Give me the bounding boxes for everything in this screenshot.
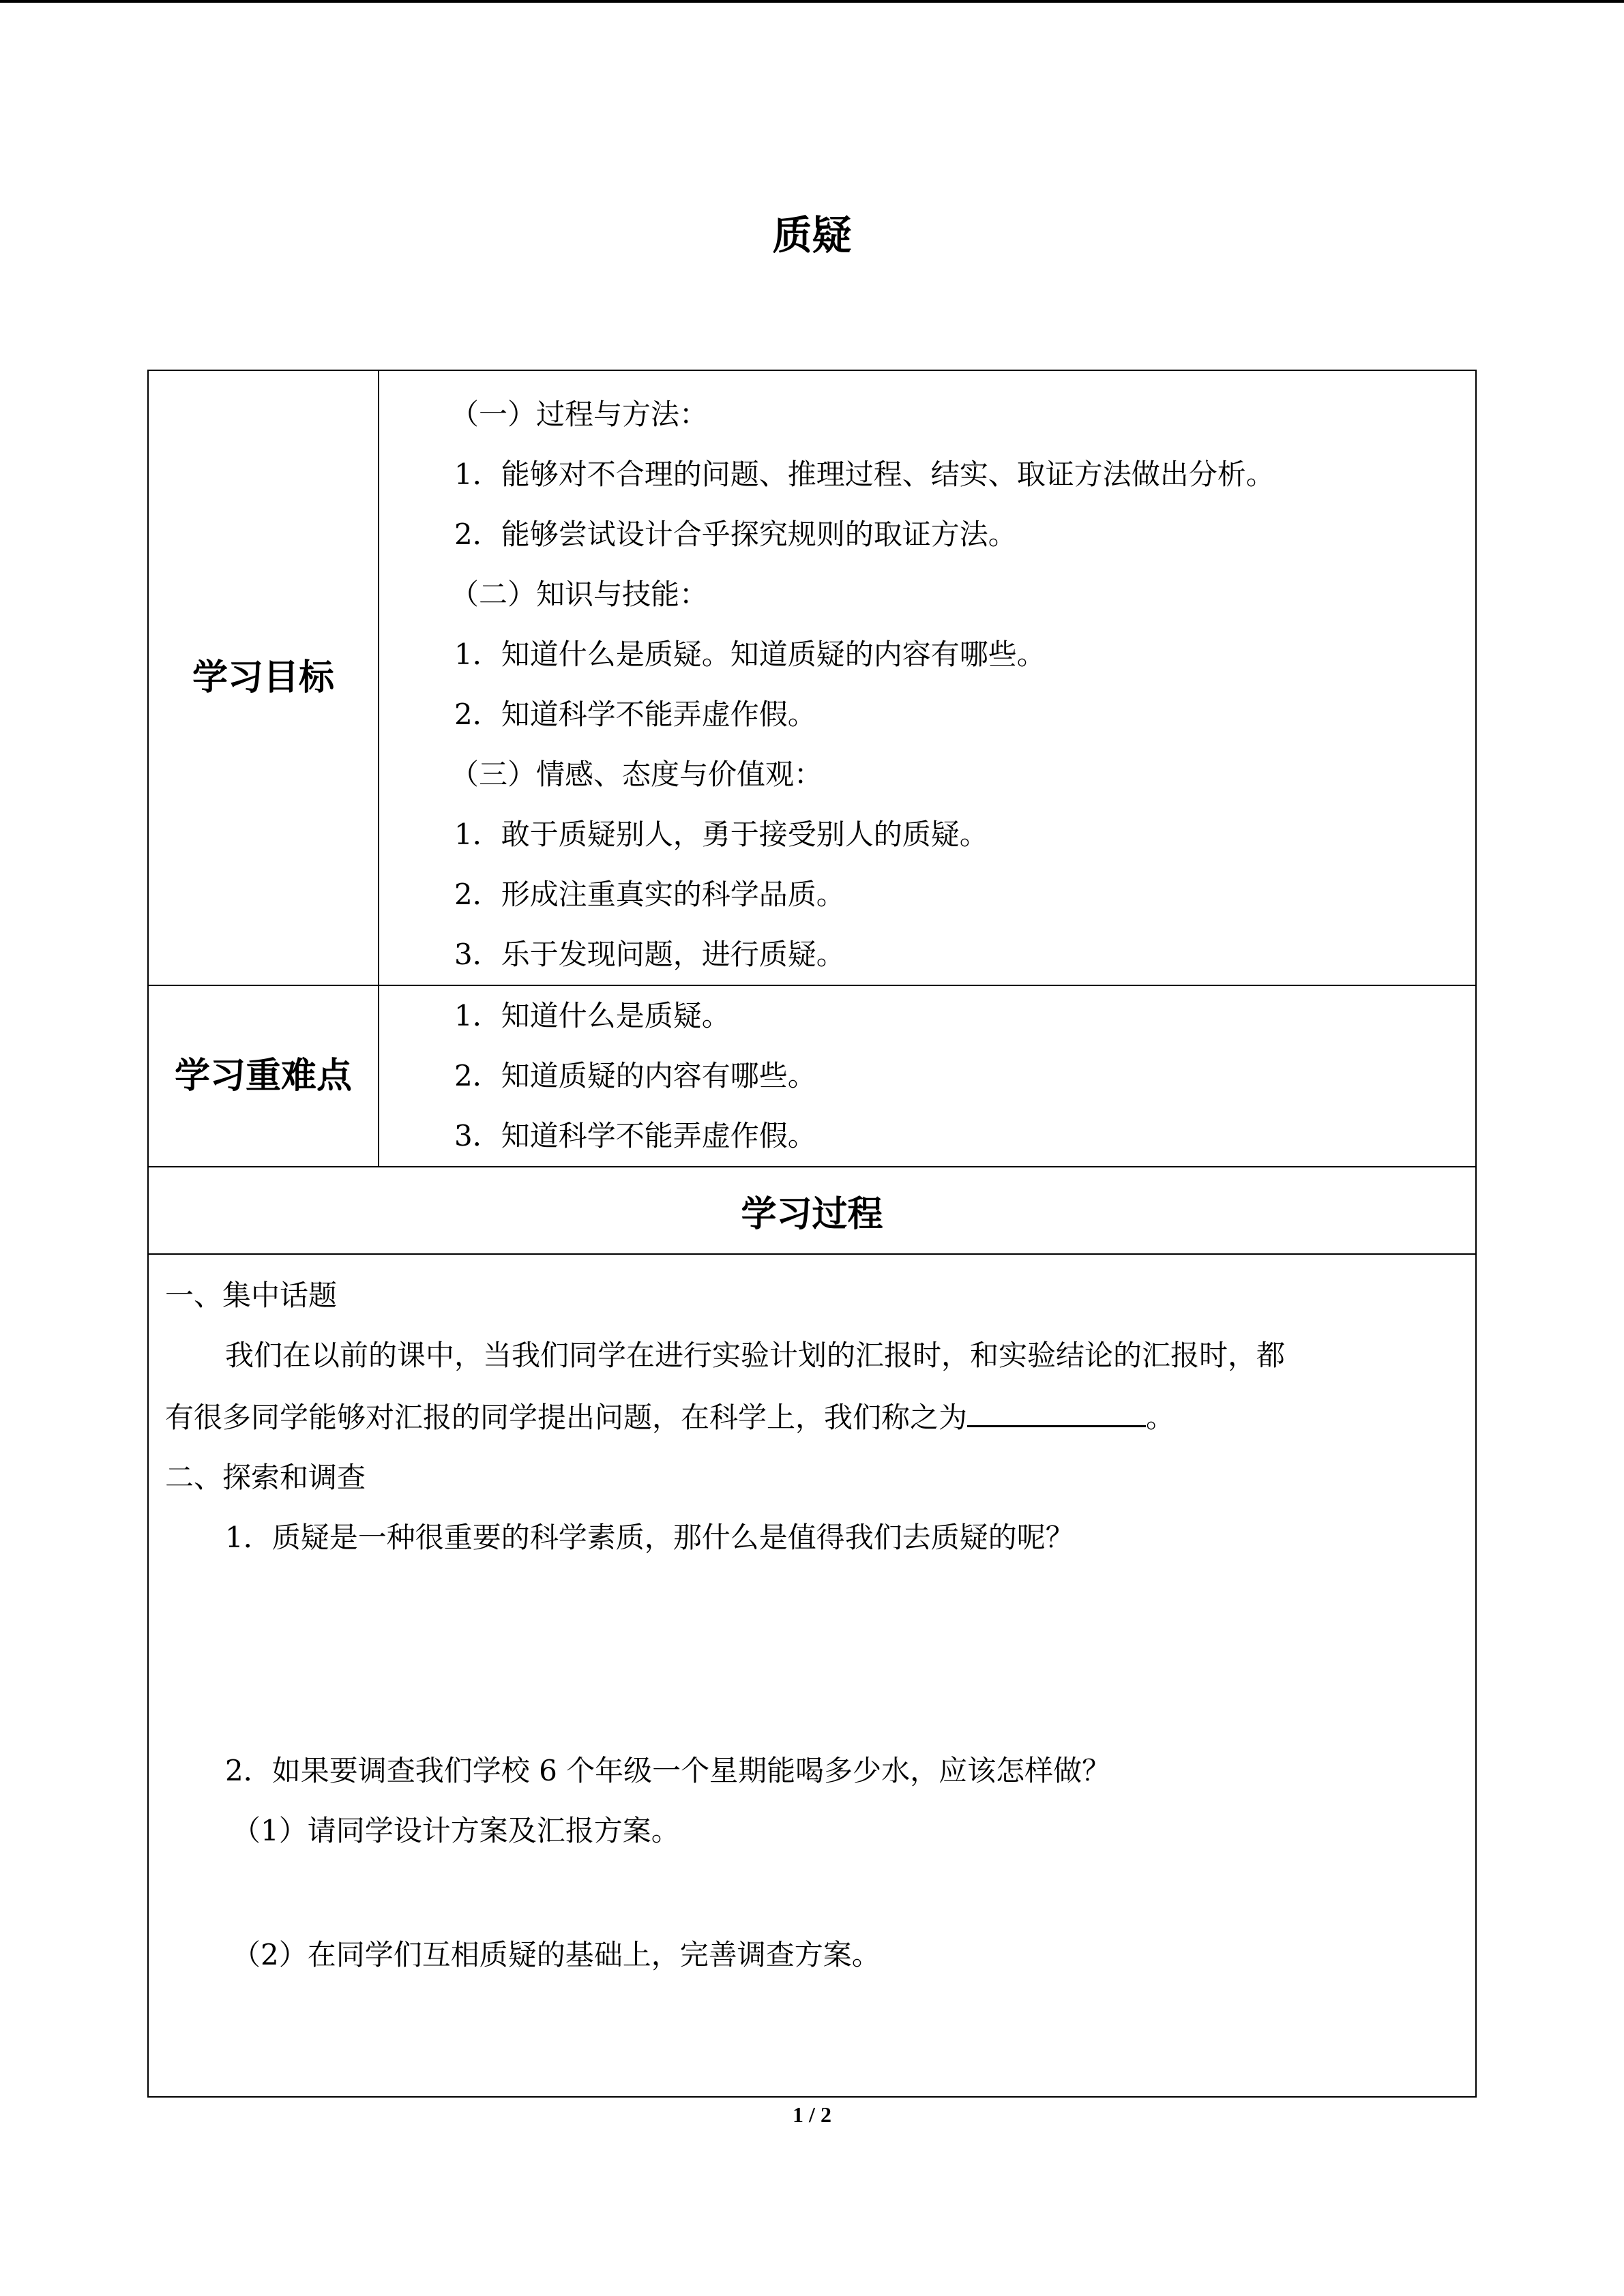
lesson-table <box>147 370 1477 2098</box>
key-points-content <box>379 985 1476 1167</box>
section1-title: 一、集中话题 <box>165 1279 338 1312</box>
goals-line: （三）情感、态度与价值观： <box>450 758 823 791</box>
fill-in-blank <box>967 1386 1146 1427</box>
goals-label: 学习目标 <box>148 370 379 985</box>
goals-line: 3．乐于发现问题，进行质疑。 <box>454 938 845 971</box>
section1-text-continued <box>165 1386 1448 1448</box>
process-heading: 学习过程 <box>148 1167 1476 1254</box>
section1-text-b: 有很多同学能够对汇报的同学提出问题，在科学上，我们称之为 <box>165 1401 968 1434</box>
section1-text: 我们在以前的课中，当我们同学在进行实验计划的汇报时，和实验结论的汇报时，都 <box>225 1339 1286 1372</box>
goals-line: 1．敢于质疑别人，勇于接受别人的质疑。 <box>454 818 988 851</box>
section1-end: 。 <box>1146 1401 1175 1434</box>
top-border-line <box>0 0 1624 3</box>
question-1: 1．质疑是一种很重要的科学素质，那什么是值得我们去质疑的呢？ <box>225 1521 1074 1554</box>
answer-space-2 <box>165 1861 1448 1925</box>
goals-content <box>379 370 1476 985</box>
goals-row <box>148 370 1476 985</box>
goals-line: 1．能够对不合理的问题、推理过程、结实、取证方法做出分析。 <box>454 458 1275 491</box>
process-body <box>148 1254 1476 2097</box>
key-point-line: 2．知道质疑的内容有哪些。 <box>454 1059 816 1092</box>
key-point-line: 3．知道科学不能弄虚作假。 <box>454 1119 816 1152</box>
process-body-row <box>148 1254 1476 2097</box>
goals-line: （一）过程与方法： <box>450 398 709 431</box>
page-number: 1 / 2 <box>793 2102 831 2127</box>
section2-title: 二、探索和调查 <box>165 1461 366 1494</box>
key-points-label: 学习重难点 <box>148 985 379 1167</box>
answer-space-1 <box>165 1568 1448 1741</box>
question-2: 2．如果要调查我们学校 6 个年级一个星期能喝多少水，应该怎样做？ <box>225 1754 1111 1787</box>
goals-line: 1．知道什么是质疑。知道质疑的内容有哪些。 <box>454 638 1046 671</box>
goals-line: 2．能够尝试设计合乎探究规则的取证方法。 <box>454 518 1017 551</box>
page-title: 质疑 <box>772 212 852 258</box>
key-points-row <box>148 985 1476 1167</box>
process-heading-row <box>148 1167 1476 1254</box>
goals-line: 2．形成注重真实的科学品质。 <box>454 878 845 911</box>
question-2-part-2: （2）在同学们互相质疑的基础上，完善调查方案。 <box>232 1938 881 1971</box>
question-2-part-1: （1）请同学设计方案及汇报方案。 <box>232 1814 680 1847</box>
goals-line: （二）知识与技能： <box>450 578 709 611</box>
goals-line: 2．知道科学不能弄虚作假。 <box>454 698 816 731</box>
key-point-line: 1．知道什么是质疑。 <box>454 999 730 1032</box>
